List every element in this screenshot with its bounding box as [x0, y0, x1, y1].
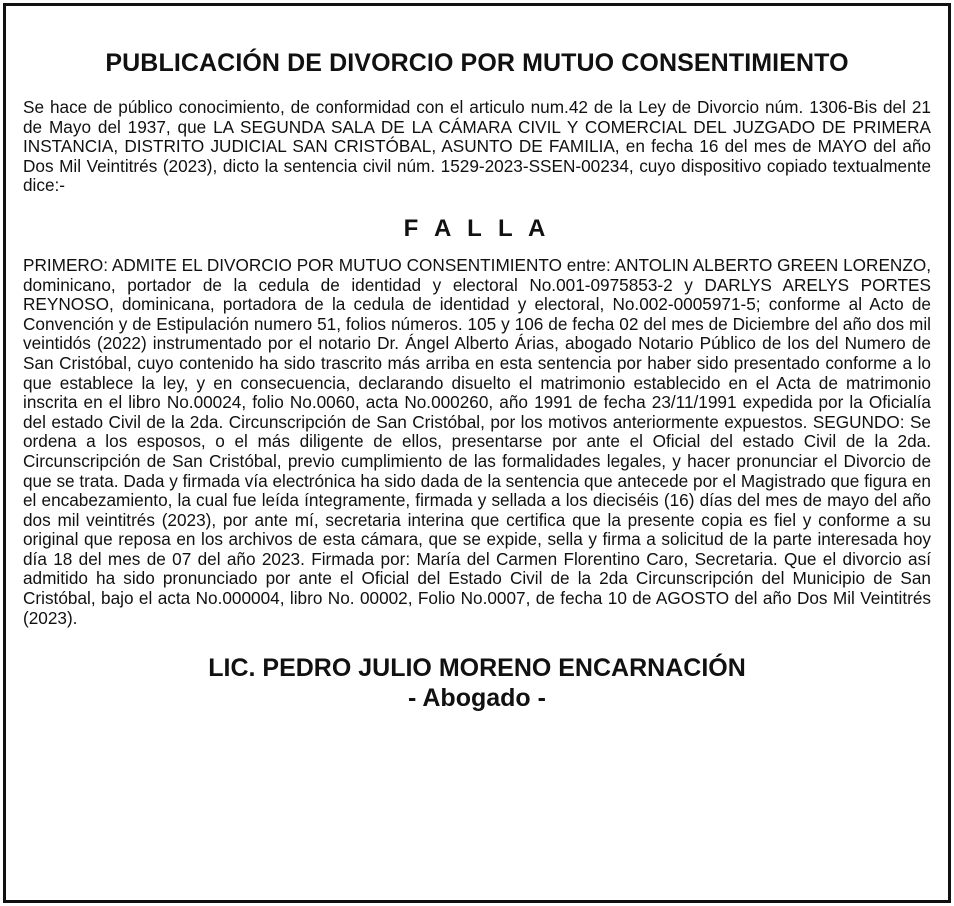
signature-name: LIC. PEDRO JULIO MORENO ENCARNACIÓN: [208, 654, 746, 683]
notice-title: PUBLICACIÓN DE DIVORCIO POR MUTUO CONSENTIMIENTO: [105, 49, 849, 77]
notice-frame: [3, 3, 951, 903]
ruling-heading: F A L L A: [403, 214, 551, 242]
ruling-paragraph: PRIMERO: ADMITE EL DIVORCIO POR MUTUO CONSENTIMIENTO entre: ANTOLIN ALBERTO GREEN LORENZO, dominicano, portador de la cedula de identidad y electoral No.001-0975853-2 y DARLYS ARELYS PORTES REYNOSO, dominicana, portadora de la cedula de identidad y electoral, No.002-0005971-5; conforme al Acto de Convención y de Estipulación numero 51, folios números. 105 y 106 de fecha 02 del mes de Diciembre del año dos mil veintidós (2022) instrumentado por el notario Dr. Ángel Alberto Árias, abogado Notario Público de los del Numero de San Cristóbal, cuyo contenido ha sido trascrito más arriba en esta sentencia por haber sido presentado conforme a lo que establece la ley, y en consecuencia, declarando disuelto el matrimonio establecido en el Acta de matrimonio inscrita en el libro No.00024, folio No.0060, acta No.000260, año 1991 de fecha 23/11/1991 expedida por la Oficialía del estado Civil de la 2da. Circunscripción de San Cristóbal, por los motivos anteriormente expuestos. SEGUNDO: Se ordena a los esposos, o el más diligente de ellos, presentarse por ante el Oficial del estado Civil de la 2da. Circunscripción de San Cristóbal, previo cumplimiento de las formalidades legales, y hacer pronunciar el Divorcio de que se trata. Dada y firmada vía electrónica ha sido dada de la sentencia que antecede por el Magistrado que figura en el encabezamiento, la cual fue leída íntegramente, firmada y sellada a los dieciséis (16) días del mes de mayo del año dos mil veintitrés (2023), por ante mí, secretaria interina que certifica que la presente copia es fiel y conforme a su original que reposa en los archivos de esta cámara, que se expide, sella y firma a solicitud de la parte interesada hoy día 18 del mes de 07 del año 2023. Firmada por: María del Carmen Florentino Caro, Secretaria. Que el divorcio así admitido ha sido pronunciado por ante el Oficial del Estado Civil de la 2da Circunscripción del Municipio de San Cristóbal, bajo el acta No.000004, libro No. 00002, Folio No.0007, de fecha 10 de AGOSTO del año Dos Mil Veintitrés (2023).: [23, 254, 931, 628]
intro-paragraph: Se hace de público conocimiento, de conformidad con el articulo num.42 de la Ley de Divorcio núm. 1306-Bis del 21 de Mayo del 1937, que LA SEGUNDA SALA DE LA CÁMARA CIVIL Y COMERCIAL DEL JUZGADO DE PRIMERA INSTANCIA, DISTRITO JUDICIAL SAN CRISTÓBAL, ASUNTO DE FAMILIA, en fecha 16 del mes de MAYO del año Dos Mil Veintitrés (2023), dicto la sentencia civil núm. 1529-2023-SSEN-00234, cuyo dispositivo copiado textualmente dice:-: [23, 97, 931, 196]
signature-role: - Abogado -: [408, 684, 546, 713]
notice-content: [23, 6, 931, 712]
